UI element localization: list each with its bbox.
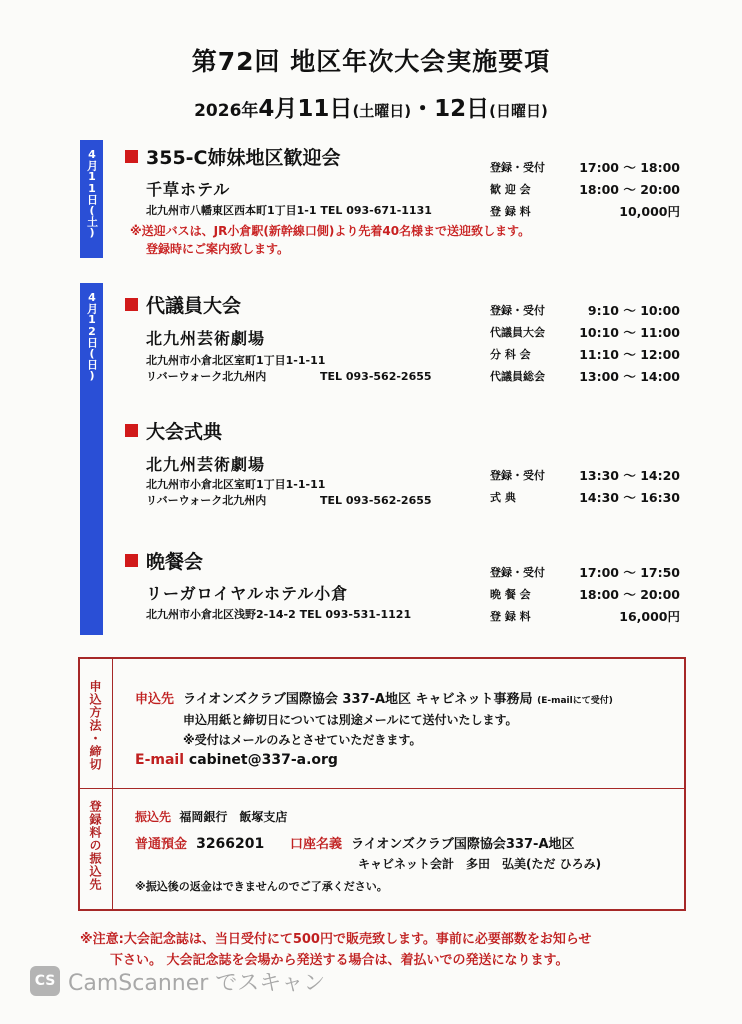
apply-email: E-mail cabinet@337-a.org — [135, 752, 338, 768]
page-title: 第72回 地区年次大会実施要項 — [191, 47, 551, 76]
schedule-row: 晩 餐 会 18:00 〜 20:00 — [490, 587, 680, 602]
delegates-title: 代議員大会 — [146, 295, 242, 317]
delegates-address-2: リバーウォーク北九州内 — [146, 370, 267, 383]
schedule-row: 分 科 会 11:10 〜 12:00 — [490, 347, 680, 362]
welcome-venue: 千草ホテル — [146, 180, 231, 199]
day1-bar: 4月11日(土) — [80, 140, 103, 258]
schedule-row: 登録・受付 9:10 〜 10:00 — [490, 303, 680, 318]
info-divider — [78, 788, 686, 789]
footer-note: ※注意:大会記念誌は、当日受付にて500円で販売致します。事前に必要部数をお知らせ 下さい。 大会記念誌を会場から発送する場合は、着払いでの発送になります。 — [80, 932, 592, 968]
welcome-note-2: 登録時にご案内致します。 — [146, 242, 290, 256]
schedule-row: 式 典 14:30 〜 16:30 — [490, 490, 680, 505]
welcome-address: 北九州市八幡東区西本町1丁目1-1 TEL 093-671-1131 — [146, 204, 432, 217]
ceremony-venue: 北九州芸術劇場 — [146, 455, 266, 474]
schedule-row: 登録・受付 13:30 〜 14:20 — [490, 468, 680, 483]
bullet-square-icon — [125, 554, 138, 567]
apply-section-label: 申込方法・締切 — [88, 680, 102, 771]
schedule-row: 登録・受付 17:00 〜 18:00 — [490, 160, 680, 175]
delegates-tel: TEL 093-562-2655 — [320, 370, 432, 383]
camscanner-logo-icon: CS — [30, 966, 60, 996]
ceremony-schedule — [490, 465, 680, 509]
delegates-venue: 北九州芸術劇場 — [146, 329, 266, 348]
label-column-divider — [112, 657, 113, 911]
ceremony-address-2: リバーウォーク北九州内 — [146, 494, 267, 507]
bullet-square-icon — [125, 150, 138, 163]
schedule-row: 登 録 料 16,000円 — [490, 609, 680, 624]
banquet-address: 北九州市小倉北区浅野2-14-2 TEL 093-531-1121 — [146, 608, 412, 621]
banquet-venue: リーガロイヤルホテル小倉 — [146, 584, 349, 603]
bullet-square-icon — [125, 298, 138, 311]
apply-line-1: 申込用紙と締切日については別途メールにて送付いたします。 — [183, 713, 518, 727]
transfer-account: 普通預金 3266201 — [135, 836, 265, 852]
schedule-row: 登 録 料 10,000円 — [490, 204, 680, 219]
transfer-bank: 振込先 福岡銀行 飯塚支店 — [135, 810, 288, 824]
delegates-schedule — [490, 300, 680, 388]
transfer-holder: 口座名義 ライオンズクラブ国際協会337-A地区 — [290, 837, 575, 852]
ceremony-title: 大会式典 — [146, 421, 223, 443]
welcome-schedule — [490, 157, 680, 223]
schedule-row: 登録・受付 17:00 〜 17:50 — [490, 565, 680, 580]
welcome-title: 355-C姉妹地区歓迎会 — [146, 147, 341, 169]
ceremony-tel: TEL 093-562-2655 — [320, 494, 432, 507]
ceremony-address-1: 北九州市小倉北区室町1丁目1-1-11 — [146, 478, 326, 491]
transfer-section-label: 登録料の振込先 — [88, 800, 102, 891]
apply-to: 申込先 ライオンズクラブ国際協会 337-A地区 キャビネット事務局 (E-mailにて受付) — [135, 692, 613, 707]
schedule-row: 歓 迎 会 18:00 〜 20:00 — [490, 182, 680, 197]
camscanner-watermark: CS CamScanner でスキャン — [30, 965, 325, 997]
delegates-address-1: 北九州市小倉北区室町1丁目1-1-11 — [146, 354, 326, 367]
email-link[interactable]: cabinet@337-a.org — [188, 752, 338, 768]
banquet-schedule — [490, 562, 680, 628]
bullet-square-icon — [125, 424, 138, 437]
schedule-row: 代議員総会 13:00 〜 14:00 — [490, 369, 680, 384]
event-dates: 2026年4月11日(土曜日)・12日(日曜日) — [194, 96, 548, 122]
transfer-note: ※振込後の返金はできませんのでご了承ください。 — [135, 880, 388, 893]
transfer-holder-2: キャビネット会計 多田 弘美(ただ ひろみ) — [358, 857, 602, 871]
schedule-row: 代議員大会 10:10 〜 11:00 — [490, 325, 680, 340]
apply-line-2: ※受付はメールのみとさせていただきます。 — [183, 733, 422, 747]
welcome-note-1: ※送迎バスは、JR小倉駅(新幹線口側)より先着40名様まで送迎致します。 — [130, 224, 531, 238]
banquet-title: 晩餐会 — [146, 551, 204, 573]
day2-bar: 4月12日(日) — [80, 283, 103, 635]
